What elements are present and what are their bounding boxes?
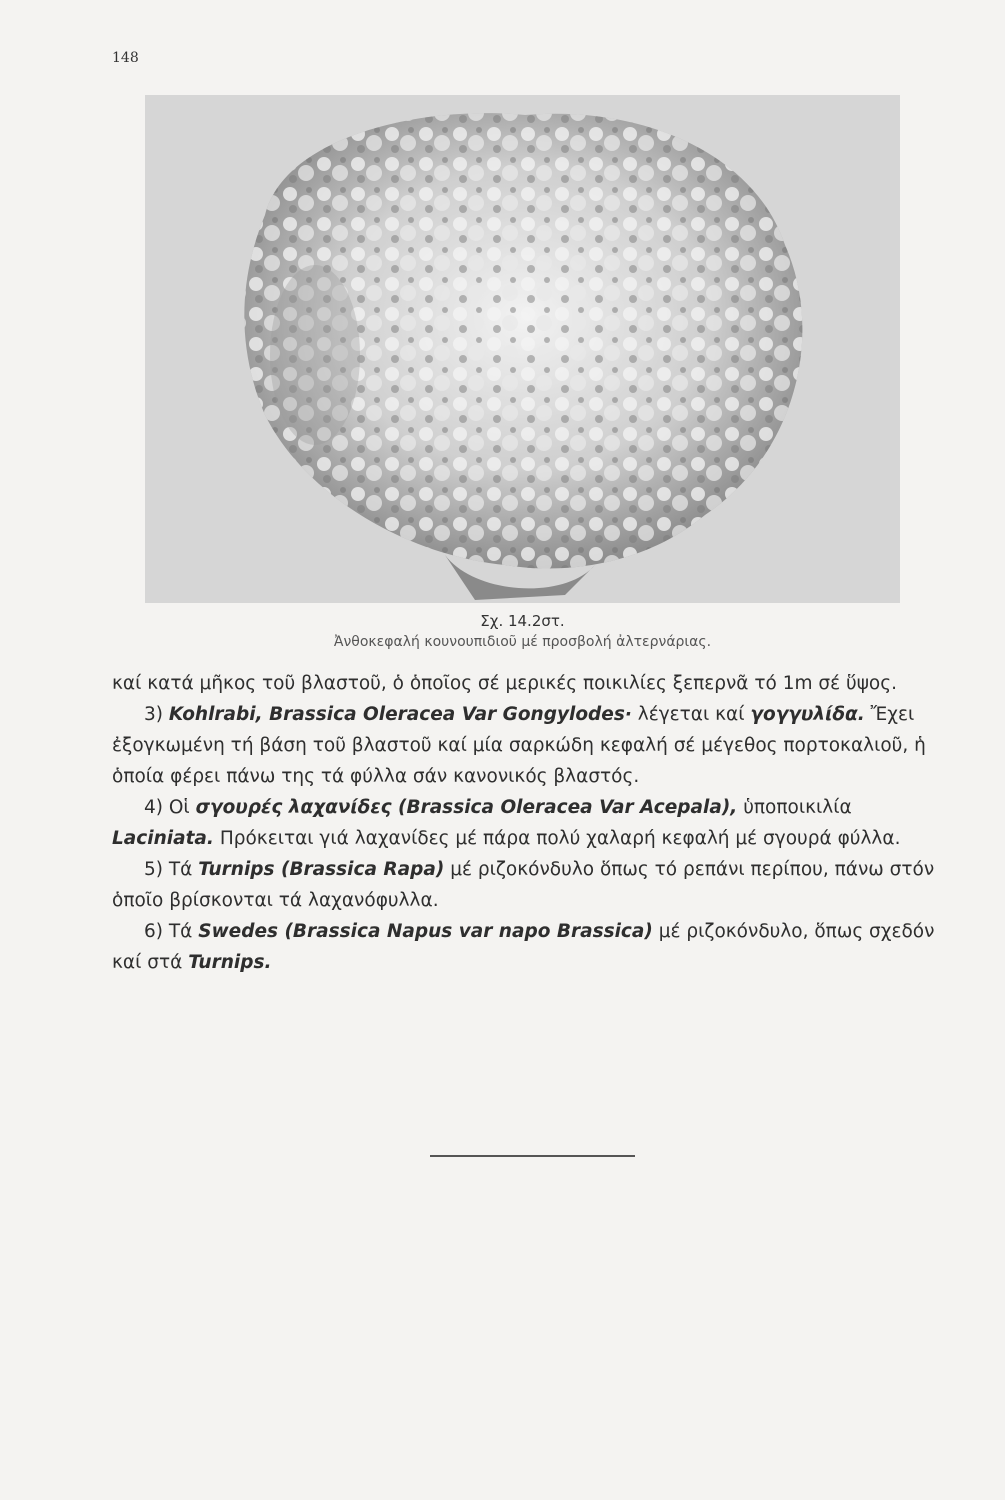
item-number: 6) Τά	[144, 921, 199, 942]
term-laciniata: Laciniata.	[112, 828, 214, 849]
section-divider	[430, 1155, 635, 1157]
item-number: 3)	[144, 704, 169, 725]
term-kohlrabi: Kohlrabi, Brassica Oleracea Var Gongylodes·	[168, 704, 632, 725]
term-gongylida: γογγυλίδα.	[750, 704, 865, 725]
term-turnips: Turnips (Brassica Rapa)	[198, 859, 445, 880]
paragraph-turnips	[112, 854, 945, 916]
text-span: Ἔχει ἐξογκωμένη τή βάση τοῦ βλαστοῦ καί μία σαρκώδη κεφαλή σέ μέγεθος πορτοκαλιοῦ, ἡ ὁποία φέρει πάνω της τά φύλλα σάν κανονικός βλαστός.	[112, 704, 926, 787]
page-number: 148	[112, 50, 139, 66]
text-span: ὑποποικιλία	[737, 797, 852, 818]
text-span: μέ ριζοκόνδυλο ὅπως τό ρεπάνι περίπου, πάνω στόν ὁποῖο βρίσκονται τά λαχανόφυλλα.	[112, 859, 935, 911]
cauliflower-head-image	[145, 95, 900, 603]
term-acepala: σγουρές λαχανίδες (Brassica Oleracea Var Acepala),	[195, 797, 738, 818]
cauliflower-photo	[145, 95, 900, 603]
term-turnips-ref: Turnips.	[188, 952, 272, 973]
paragraph-acepala	[112, 792, 945, 854]
paragraph-1: καί κατά μῆκος τοῦ βλαστοῦ, ὁ ὁποῖος σέ μερικές ποικιλίες ξεπερνᾶ τό 1m σέ ὕψος.	[112, 673, 897, 694]
paragraph-swedes	[112, 916, 945, 978]
text-span: λέγεται καί	[631, 704, 751, 725]
paragraph-kohlrabi	[112, 699, 945, 792]
item-number: 4) Οἱ	[144, 797, 196, 818]
item-number: 5) Τά	[144, 859, 199, 880]
figure-caption: Ἀνθοκεφαλή κουνουπιδιοῦ μέ προσβολή ἀλτερνάριας.	[333, 634, 712, 650]
term-swedes: Swedes (Brassica Napus var napo Brassica)	[198, 921, 653, 942]
body-text	[112, 668, 945, 978]
text-span: μέ ριζοκόνδυλο, ὅπως σχεδόν καί στά	[112, 921, 935, 973]
text-span: Πρόκειται γιά λαχανίδες μέ πάρα πολύ χαλαρή κεφαλή μέ σγουρά φύλλα.	[213, 828, 901, 849]
figure-label: Σχ. 14.2στ.	[480, 612, 565, 630]
